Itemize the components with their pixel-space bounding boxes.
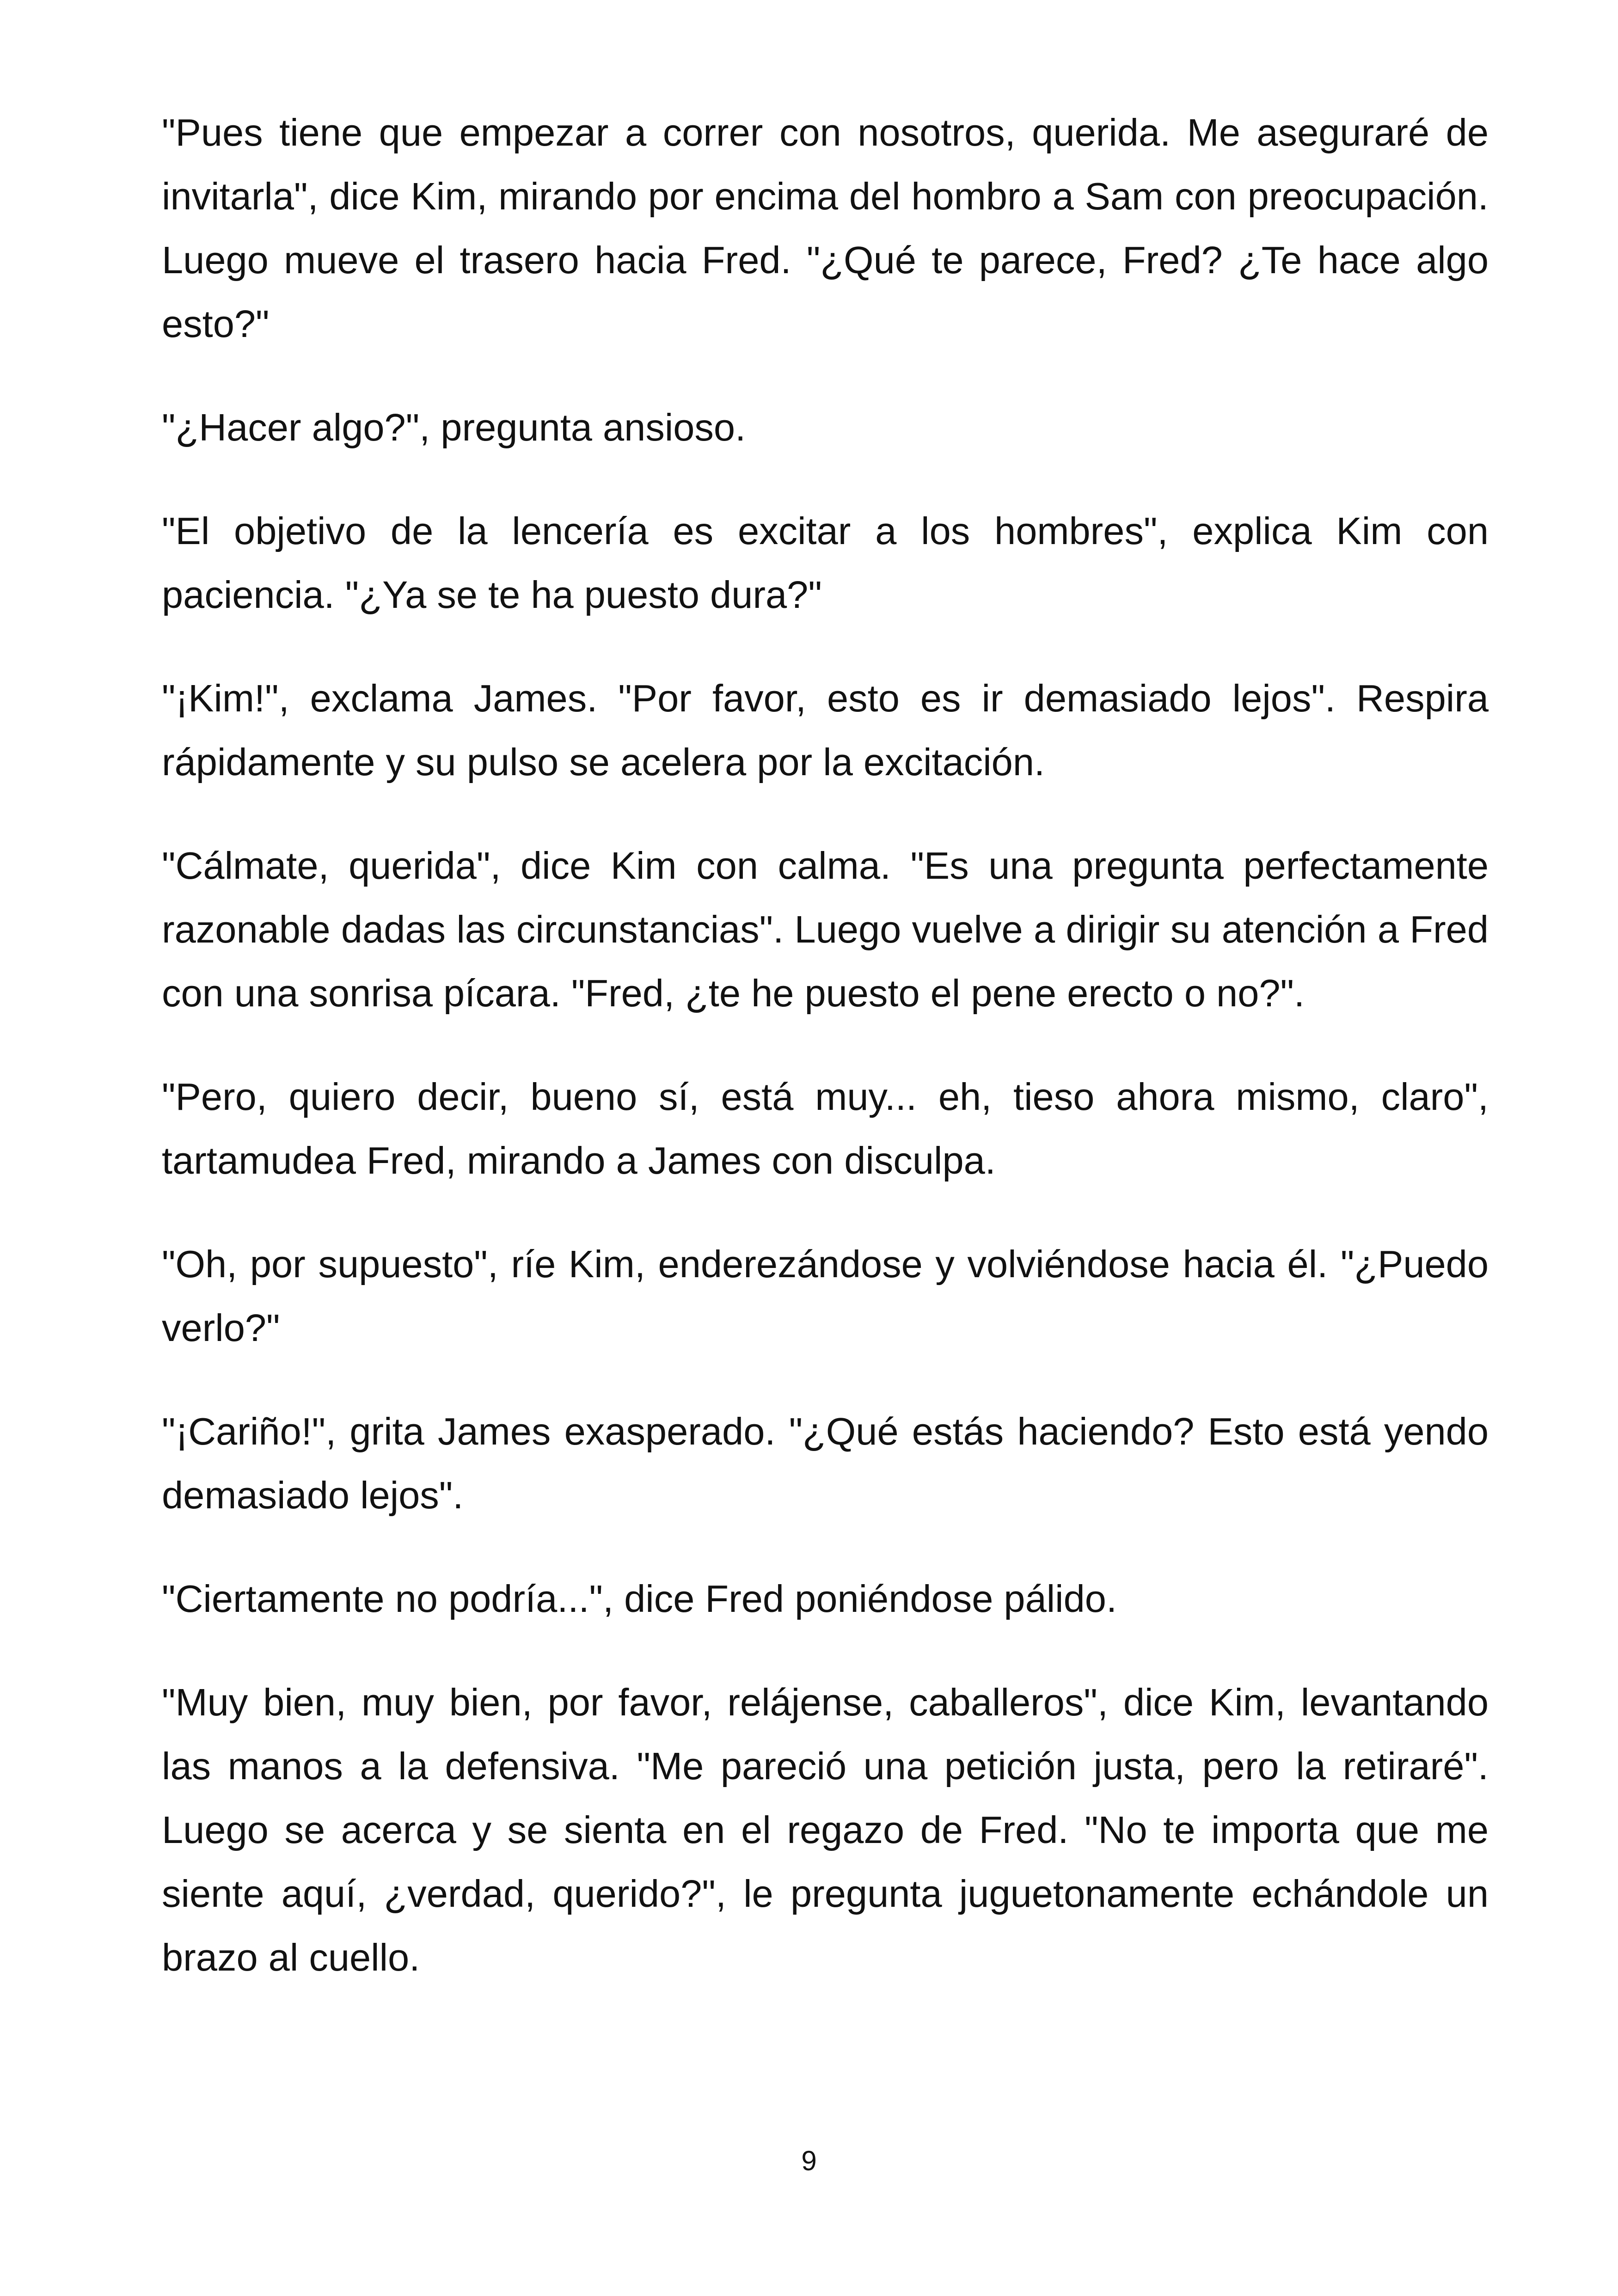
- paragraph-8: "¡Cariño!", grita James exasperado. "¿Qué estás haciendo? Esto está yendo demasiado lejos".: [162, 1410, 1489, 1517]
- paragraph-4: "¡Kim!", exclama James. "Por favor, esto es ir demasiado lejos". Respira rápidamente y su pulso se acelera por la excitación.: [162, 677, 1489, 784]
- paragraph-3: "El objetivo de la lencería es excitar a los hombres", explica Kim con paciencia. "¿Ya se te ha puesto dura?": [162, 509, 1489, 616]
- page-number: 9: [801, 2145, 817, 2176]
- paragraph-2: "¿Hacer algo?", pregunta ansioso.: [162, 406, 746, 449]
- body-text: [162, 101, 1489, 2029]
- paragraph-1: "Pues tiene que empezar a correr con nosotros, querida. Me aseguraré de invitarla", dice Kim, mirando por encima del hombro a Sam con preocupación. Luego mueve el trasero hacia Fred. "¿Qué te parece, Fred? ¿Te hace algo esto?": [162, 111, 1489, 345]
- paragraph-5: "Cálmate, querida", dice Kim con calma. "Es una pregunta perfectamente razonable dadas las circunstancias". Luego vuelve a dirigir su atención a Fred con una sonrisa pícara. "Fred, ¿te he puesto el pene erecto o no?".: [162, 844, 1489, 1015]
- paragraph-9: "Ciertamente no podría...", dice Fred poniéndose pálido.: [162, 1577, 1117, 1620]
- paragraph-10: "Muy bien, muy bien, por favor, relájense, caballeros", dice Kim, levantando las manos a la defensiva. "Me pareció una petición justa, pero la retiraré". Luego se acerca y se sienta en el regazo de Fred. "No te importa que me siente aquí, ¿verdad, querido?", le pregunta juguetonamente echándole un brazo al cuello.: [162, 1681, 1489, 1979]
- paragraph-6: "Pero, quiero decir, bueno sí, está muy... eh, tieso ahora mismo, claro", tartamudea Fred, mirando a James con disculpa.: [162, 1075, 1489, 1182]
- paragraph-7: "Oh, por supuesto", ríe Kim, enderezándose y volviéndose hacia él. "¿Puedo verlo?": [162, 1243, 1489, 1349]
